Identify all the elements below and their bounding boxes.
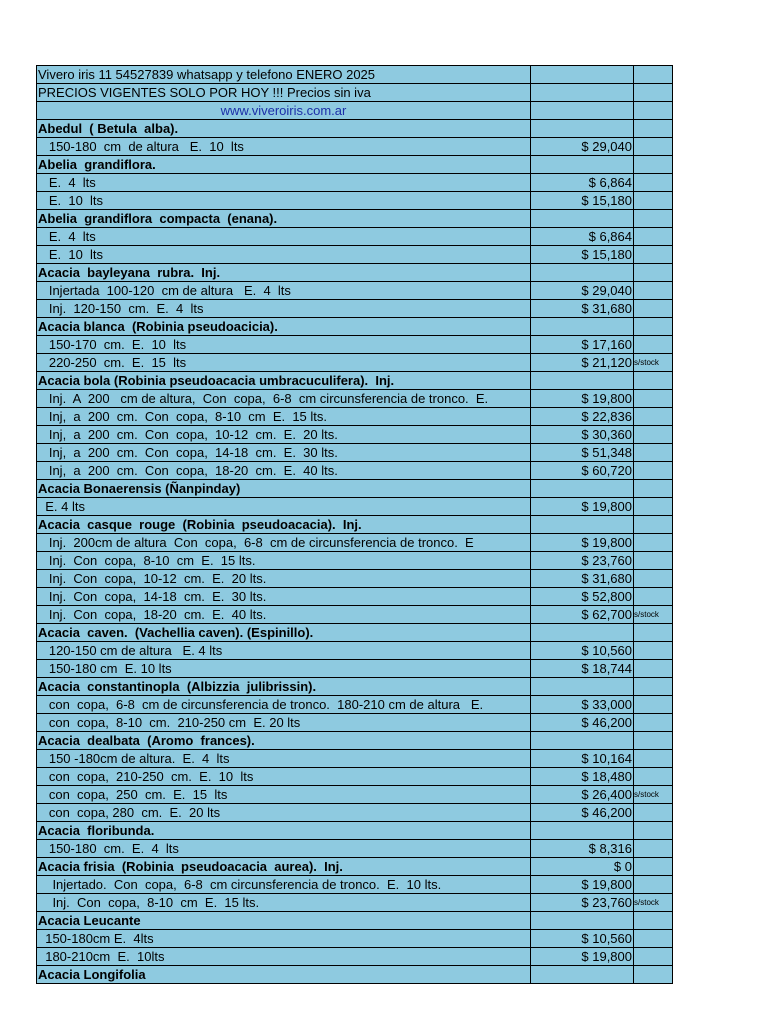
- product-description: 150-180 cm. E. 4 lts: [37, 840, 531, 858]
- product-description: Abelia grandiflora compacta (enana).: [37, 210, 531, 228]
- price-cell: $ 31,680: [531, 300, 634, 318]
- product-description: Injertada 100-120 cm de altura E. 4 lts: [37, 282, 531, 300]
- stock-note-cell: [634, 552, 673, 570]
- stock-note-cell: [634, 948, 673, 966]
- stock-note-cell: [634, 228, 673, 246]
- product-row: [37, 228, 673, 246]
- stock-note-cell: [634, 390, 673, 408]
- stock-note-cell: [634, 300, 673, 318]
- product-description: 150-180 cm de altura E. 10 lts: [37, 138, 531, 156]
- product-group-row: [37, 858, 673, 876]
- product-row: [37, 174, 673, 192]
- product-row: [37, 444, 673, 462]
- stock-note-cell: [634, 858, 673, 876]
- stock-note-cell: [634, 354, 673, 372]
- product-group-row: [37, 264, 673, 282]
- product-row: [37, 786, 673, 804]
- product-description: 120-150 cm de altura E. 4 lts: [37, 642, 531, 660]
- product-description: E. 10 lts: [37, 246, 531, 264]
- product-row: [37, 390, 673, 408]
- price-cell: $ 0: [531, 858, 634, 876]
- price-cell: $ 51,348: [531, 444, 634, 462]
- stock-note-cell: [634, 336, 673, 354]
- product-row: [37, 948, 673, 966]
- price-cell: $ 19,800: [531, 948, 634, 966]
- product-description: Inj. Con copa, 10-12 cm. E. 20 lts.: [37, 570, 531, 588]
- product-description: Inj. Con copa, 14-18 cm. E. 30 lts.: [37, 588, 531, 606]
- stock-note-cell: [634, 102, 673, 120]
- price-list-sheet: [36, 65, 673, 984]
- product-row: [37, 408, 673, 426]
- product-row: [37, 750, 673, 768]
- product-description: Inj, a 200 cm. Con copa, 8-10 cm E. 15 lts.: [37, 408, 531, 426]
- price-cell: $ 29,040: [531, 138, 634, 156]
- stock-note-cell: [634, 282, 673, 300]
- stock-note-cell: [634, 318, 673, 336]
- website-link[interactable]: www.viveroiris.com.ar: [37, 102, 531, 120]
- product-row: [37, 642, 673, 660]
- stock-note-cell: [634, 372, 673, 390]
- price-cell: [531, 966, 634, 984]
- price-cell: $ 6,864: [531, 228, 634, 246]
- product-description: Abedul ( Betula alba).: [37, 120, 531, 138]
- stock-note-cell: [634, 120, 673, 138]
- header-row: [37, 66, 673, 84]
- price-cell: [531, 120, 634, 138]
- price-cell: [531, 822, 634, 840]
- product-row: [37, 840, 673, 858]
- product-row: [37, 606, 673, 624]
- stock-note-cell: [634, 696, 673, 714]
- price-cell: $ 29,040: [531, 282, 634, 300]
- product-row: [37, 426, 673, 444]
- price-cell: [531, 516, 634, 534]
- product-description: Inj. Con copa, 8-10 cm E. 15 lts.: [37, 552, 531, 570]
- stock-note-cell: [634, 210, 673, 228]
- product-group-row: [37, 624, 673, 642]
- price-cell: [531, 102, 634, 120]
- product-row: [37, 300, 673, 318]
- product-description: Acacia blanca (Robinia pseudoacicia).: [37, 318, 531, 336]
- price-cell: $ 22,836: [531, 408, 634, 426]
- product-row: [37, 282, 673, 300]
- header-row: [37, 84, 673, 102]
- price-cell: $ 17,160: [531, 336, 634, 354]
- stock-note-cell: [634, 66, 673, 84]
- price-cell: [531, 372, 634, 390]
- stock-note-cell: [634, 156, 673, 174]
- website-row: [37, 102, 673, 120]
- price-cell: $ 62,700: [531, 606, 634, 624]
- price-cell: $ 10,164: [531, 750, 634, 768]
- price-cell: $ 10,560: [531, 930, 634, 948]
- product-description: Vivero iris 11 54527839 whatsapp y telefono ENERO 2025: [37, 66, 531, 84]
- price-cell: $ 60,720: [531, 462, 634, 480]
- product-row: [37, 354, 673, 372]
- price-cell: [531, 66, 634, 84]
- price-cell: $ 19,800: [531, 534, 634, 552]
- price-cell: $ 52,800: [531, 588, 634, 606]
- product-description: con copa, 6-8 cm de circunsferencia de tronco. 180-210 cm de altura E.: [37, 696, 531, 714]
- product-group-row: [37, 480, 673, 498]
- stock-note-cell: [634, 732, 673, 750]
- stock-note-cell: [634, 606, 673, 624]
- price-list-rows: [37, 66, 673, 984]
- stock-note-cell: [634, 264, 673, 282]
- product-group-row: [37, 912, 673, 930]
- stock-note-cell: [634, 192, 673, 210]
- product-row: [37, 804, 673, 822]
- product-row: [37, 588, 673, 606]
- stock-note-cell: [634, 876, 673, 894]
- product-row: [37, 696, 673, 714]
- product-description: 220-250 cm. E. 15 lts: [37, 354, 531, 372]
- product-row: [37, 246, 673, 264]
- price-cell: $ 6,864: [531, 174, 634, 192]
- product-row: [37, 930, 673, 948]
- price-cell: $ 33,000: [531, 696, 634, 714]
- product-description: Acacia constantinopla (Albizzia julibrissin).: [37, 678, 531, 696]
- price-cell: [531, 264, 634, 282]
- stock-note-cell: [634, 804, 673, 822]
- stock-note-cell: [634, 786, 673, 804]
- product-description: Inj. 120-150 cm. E. 4 lts: [37, 300, 531, 318]
- price-cell: [531, 678, 634, 696]
- product-row: [37, 138, 673, 156]
- stock-note-cell: [634, 768, 673, 786]
- product-description: Acacia Leucante: [37, 912, 531, 930]
- price-cell: [531, 732, 634, 750]
- stock-note-cell: [634, 84, 673, 102]
- product-description: Inj. Con copa, 8-10 cm E. 15 lts.: [37, 894, 531, 912]
- product-description: Acacia Longifolia: [37, 966, 531, 984]
- product-description: Inj, a 200 cm. Con copa, 14-18 cm. E. 30 lts.: [37, 444, 531, 462]
- out-of-stock-badge: s/stock: [634, 898, 659, 907]
- product-description: E. 4 lts: [37, 498, 531, 516]
- stock-note-cell: [634, 246, 673, 264]
- price-cell: [531, 624, 634, 642]
- stock-note-cell: [634, 480, 673, 498]
- product-group-row: [37, 156, 673, 174]
- product-row: [37, 714, 673, 732]
- stock-note-cell: [634, 930, 673, 948]
- price-cell: $ 46,200: [531, 714, 634, 732]
- price-cell: $ 8,316: [531, 840, 634, 858]
- product-group-row: [37, 318, 673, 336]
- product-row: [37, 570, 673, 588]
- product-description: Acacia bayleyana rubra. Inj.: [37, 264, 531, 282]
- stock-note-cell: [634, 840, 673, 858]
- product-description: Inj, a 200 cm. Con copa, 18-20 cm. E. 40 lts.: [37, 462, 531, 480]
- stock-note-cell: [634, 966, 673, 984]
- product-description: Inj. 200cm de altura Con copa, 6-8 cm de circunsferencia de tronco. E: [37, 534, 531, 552]
- stock-note-cell: [634, 426, 673, 444]
- price-cell: $ 31,680: [531, 570, 634, 588]
- stock-note-cell: [634, 642, 673, 660]
- stock-note-cell: [634, 570, 673, 588]
- product-description: Acacia dealbata (Aromo frances).: [37, 732, 531, 750]
- product-description: con copa, 8-10 cm. 210-250 cm E. 20 lts: [37, 714, 531, 732]
- product-description: Inj. A 200 cm de altura, Con copa, 6-8 cm circunsferencia de tronco. E.: [37, 390, 531, 408]
- product-row: [37, 498, 673, 516]
- product-group-row: [37, 822, 673, 840]
- product-row: [37, 894, 673, 912]
- out-of-stock-badge: s/stock: [634, 610, 659, 619]
- product-row: [37, 768, 673, 786]
- out-of-stock-badge: s/stock: [634, 358, 659, 367]
- stock-note-cell: [634, 678, 673, 696]
- product-group-row: [37, 732, 673, 750]
- product-description: 150 -180cm de altura. E. 4 lts: [37, 750, 531, 768]
- product-group-row: [37, 210, 673, 228]
- product-description: Inj, a 200 cm. Con copa, 10-12 cm. E. 20 lts.: [37, 426, 531, 444]
- stock-note-cell: [634, 660, 673, 678]
- stock-note-cell: [634, 174, 673, 192]
- price-cell: $ 10,560: [531, 642, 634, 660]
- stock-note-cell: [634, 444, 673, 462]
- product-description: con copa, 210-250 cm. E. 10 lts: [37, 768, 531, 786]
- product-description: E. 4 lts: [37, 228, 531, 246]
- price-cell: [531, 318, 634, 336]
- product-description: 180-210cm E. 10lts: [37, 948, 531, 966]
- product-description: con copa, 250 cm. E. 15 lts: [37, 786, 531, 804]
- product-description: con copa, 280 cm. E. 20 lts: [37, 804, 531, 822]
- stock-note-cell: [634, 714, 673, 732]
- product-description: Acacia bola (Robinia pseudoacacia umbracuculifera). Inj.: [37, 372, 531, 390]
- product-description: 150-170 cm. E. 10 lts: [37, 336, 531, 354]
- price-cell: [531, 84, 634, 102]
- stock-note-cell: [634, 408, 673, 426]
- price-cell: [531, 912, 634, 930]
- stock-note-cell: [634, 750, 673, 768]
- product-description: E. 4 lts: [37, 174, 531, 192]
- price-cell: [531, 210, 634, 228]
- stock-note-cell: [634, 588, 673, 606]
- product-description: Acacia Bonaerensis (Ñanpinday): [37, 480, 531, 498]
- price-cell: $ 19,800: [531, 876, 634, 894]
- out-of-stock-badge: s/stock: [634, 790, 659, 799]
- price-cell: $ 23,760: [531, 552, 634, 570]
- product-row: [37, 192, 673, 210]
- price-cell: $ 26,400: [531, 786, 634, 804]
- price-cell: $ 15,180: [531, 192, 634, 210]
- price-cell: $ 19,800: [531, 498, 634, 516]
- product-description: Injertado. Con copa, 6-8 cm circunsferencia de tronco. E. 10 lts.: [37, 876, 531, 894]
- price-cell: [531, 480, 634, 498]
- price-cell: $ 23,760: [531, 894, 634, 912]
- price-cell: $ 18,480: [531, 768, 634, 786]
- product-group-row: [37, 372, 673, 390]
- stock-note-cell: [634, 894, 673, 912]
- product-row: [37, 552, 673, 570]
- stock-note-cell: [634, 138, 673, 156]
- product-group-row: [37, 120, 673, 138]
- product-row: [37, 534, 673, 552]
- product-description: PRECIOS VIGENTES SOLO POR HOY !!! Precios sin iva: [37, 84, 531, 102]
- price-cell: $ 15,180: [531, 246, 634, 264]
- product-description: 150-180cm E. 4lts: [37, 930, 531, 948]
- stock-note-cell: [634, 462, 673, 480]
- price-cell: $ 46,200: [531, 804, 634, 822]
- stock-note-cell: [634, 534, 673, 552]
- product-description: Acacia floribunda.: [37, 822, 531, 840]
- stock-note-cell: [634, 498, 673, 516]
- product-description: Acacia frisia (Robinia pseudoacacia aurea). Inj.: [37, 858, 531, 876]
- product-group-row: [37, 966, 673, 984]
- product-row: [37, 462, 673, 480]
- price-cell: $ 30,360: [531, 426, 634, 444]
- stock-note-cell: [634, 912, 673, 930]
- stock-note-cell: [634, 516, 673, 534]
- product-row: [37, 660, 673, 678]
- product-description: E. 10 lts: [37, 192, 531, 210]
- product-description: Inj. Con copa, 18-20 cm. E. 40 lts.: [37, 606, 531, 624]
- product-group-row: [37, 678, 673, 696]
- product-row: [37, 336, 673, 354]
- stock-note-cell: [634, 624, 673, 642]
- product-description: Abelia grandiflora.: [37, 156, 531, 174]
- price-cell: $ 21,120: [531, 354, 634, 372]
- stock-note-cell: [634, 822, 673, 840]
- product-row: [37, 876, 673, 894]
- price-cell: $ 19,800: [531, 390, 634, 408]
- product-description: Acacia casque rouge (Robinia pseudoacacia). Inj.: [37, 516, 531, 534]
- price-cell: $ 18,744: [531, 660, 634, 678]
- product-description: Acacia caven. (Vachellia caven). (Espinillo).: [37, 624, 531, 642]
- product-group-row: [37, 516, 673, 534]
- product-description: 150-180 cm E. 10 lts: [37, 660, 531, 678]
- price-cell: [531, 156, 634, 174]
